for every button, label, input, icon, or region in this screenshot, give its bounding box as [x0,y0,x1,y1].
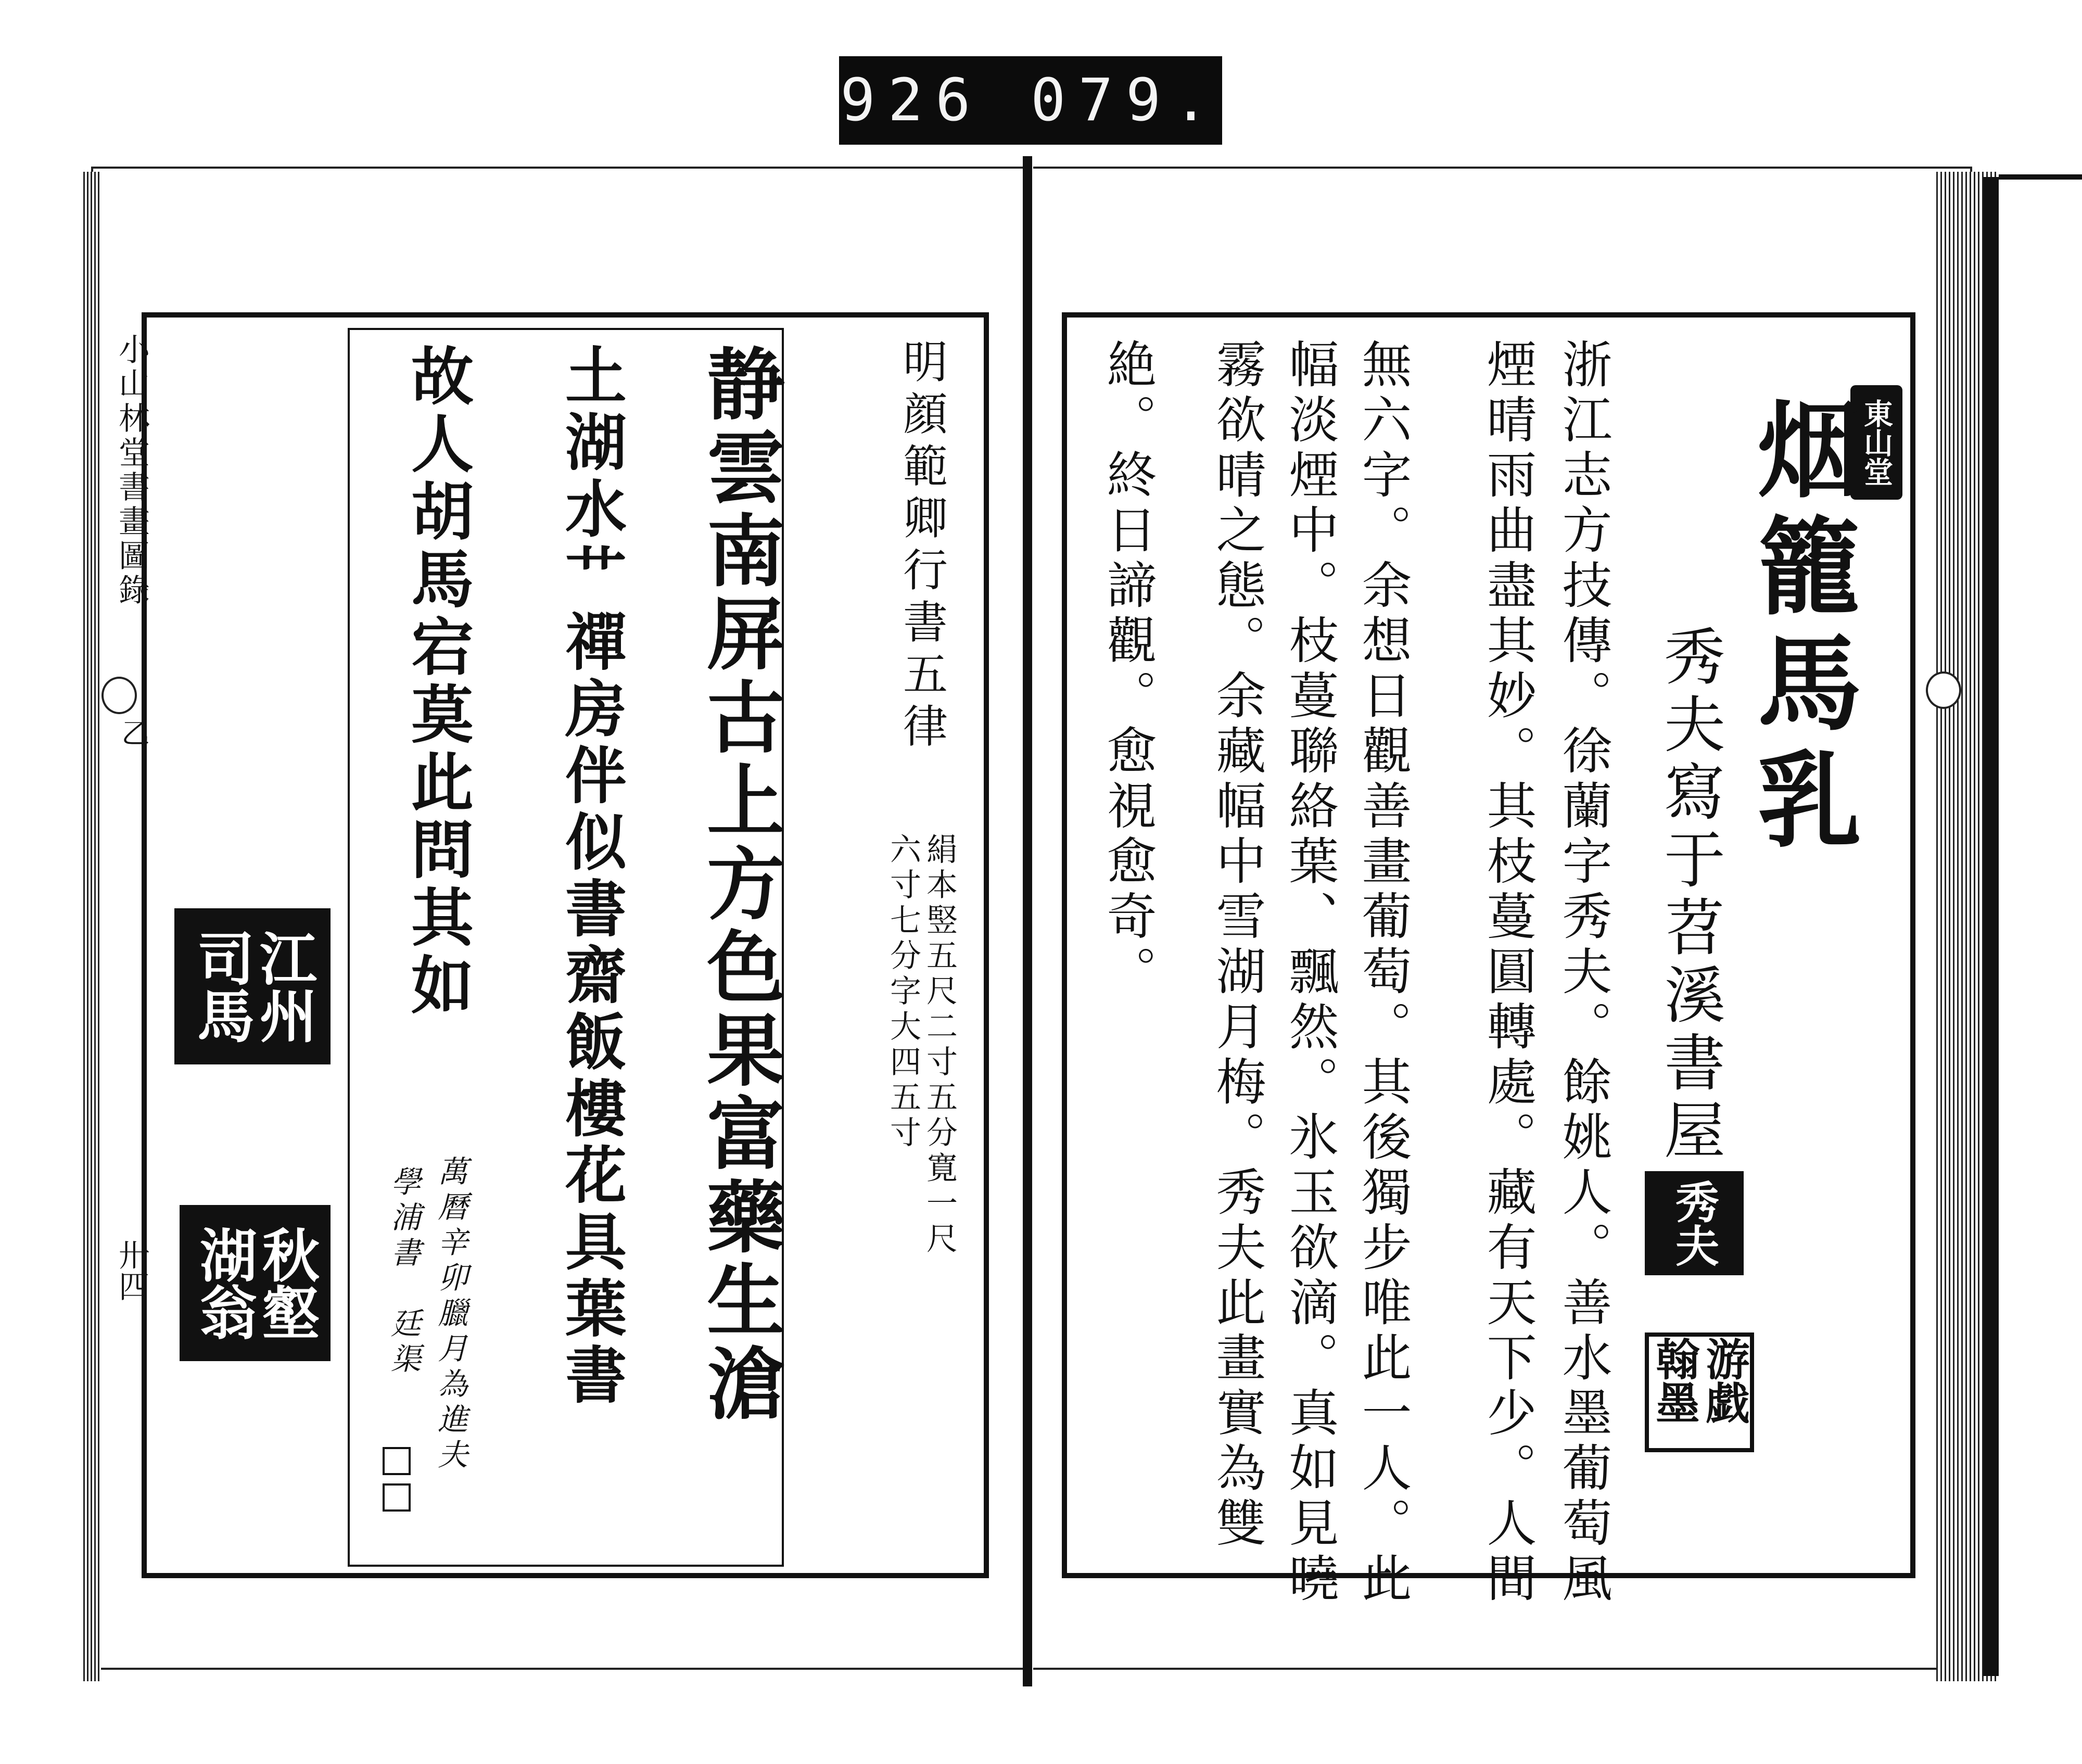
colophon-line-3: 無六字。余想日觀善畫葡萄。其後獨步唯此一人。此 [1354,338,1412,1607]
margin-book-title: 小山林堂書畫圖錄 [113,333,150,608]
artist-seal: 秀夫 [1645,1171,1744,1275]
seal-placeholder-box [383,1483,411,1512]
colophon-line-2: 煙晴雨曲盡其妙。其枝蔓圓轉處。藏有天下少。人間 [1479,338,1537,1607]
book-cover-edge [1983,177,1999,1676]
corner-seal: 東山堂 [1850,385,1902,500]
seal-lower: 秋壑湖翁 [180,1205,331,1361]
collector-seal: 游戯翰墨 [1645,1332,1754,1452]
archive-number-label: 926 079. [839,56,1222,145]
plate-caption: 明顔範卿行書五律 [895,338,947,755]
seal-upper: 江州司馬 [174,908,331,1064]
cover-corner-line [1999,174,2082,180]
artist-credit: 秀夫寫于苕溪書屋 [1654,625,1725,1166]
left-page-edge [83,172,101,1681]
signature-name: 學浦書 廷渠 [386,1166,421,1378]
seal-placeholder-box [383,1447,411,1475]
colophon-line-6: 絶。終日諦觀。愈視愈奇。 [1099,338,1157,1000]
colophon-line-4: 幅淡煙中。枝蔓聯絡葉、飄然。氷玉欲滴。真如見曉 [1281,338,1339,1607]
signature-inscription: 萬曆辛卯臘月為進夫 [433,1156,468,1474]
painting-title: 烟籠馬乳 [1740,396,1862,862]
margin-page-number: 卅四 [113,1239,150,1301]
calligraphy-column-2: 土湖水艹禪房伴似書齋飯樓花具葉書 [555,344,627,1410]
calligraphy-column-3: 故人胡馬宕莫此問其如 [401,344,474,1020]
plate-dimensions-note: 絹本竪五尺二寸五分寛一尺 [921,833,958,1258]
margin-circle-mark-right [1926,671,1961,709]
colophon-line-5: 霧欲晴之態。余藏幅中雪湖月梅。秀夫此畫實為雙 [1208,338,1266,1552]
calligraphy-column-1: 静雲南屏古上方色果富藥生滄 [693,344,785,1426]
book-spine [1023,156,1032,1686]
margin-circle-mark [101,677,137,714]
colophon-line-1: 浙江志方技傳。徐蘭字秀夫。餘姚人。善水墨葡萄風 [1554,338,1613,1607]
margin-volume: 乙 [117,718,150,746]
plate-dimensions-note-2: 六寸七分字大四五寸 [885,833,921,1151]
